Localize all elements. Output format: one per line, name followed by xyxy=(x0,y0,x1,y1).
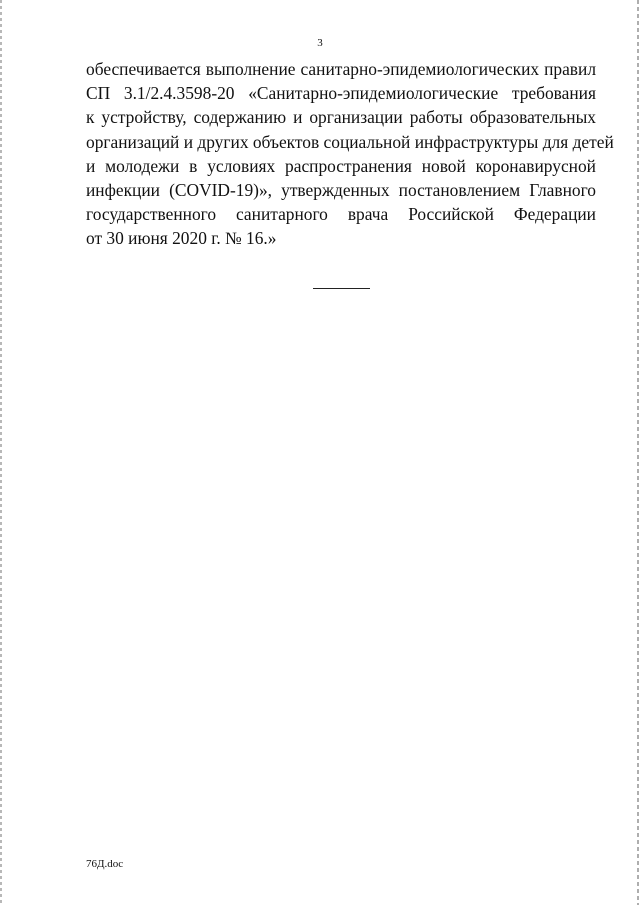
body-line: к устройству, содержанию и организации работы образовательных xyxy=(86,107,596,128)
document-body xyxy=(86,57,614,251)
body-line: и молодежи в условиях распространения новой коронавирусной xyxy=(86,155,596,176)
body-line: инфекции (COVID-19)», утвержденных постановлением Главного xyxy=(86,180,596,201)
body-line: СП 3.1/2.4.3598-20 «Санитарно-эпидемиологические требования xyxy=(86,83,596,104)
footer-filename: 76Д.doc xyxy=(86,858,124,870)
body-line: обеспечивается выполнение санитарно-эпидемиологических правил xyxy=(86,59,596,79)
page-number: 3 xyxy=(317,37,323,49)
body-line: от 30 июня 2020 г. № 16.» xyxy=(86,228,277,249)
body-line: организаций и других объектов социальной инфраструктуры для детей xyxy=(86,131,614,152)
scan-edge-left xyxy=(0,0,2,905)
body-line: государственного санитарного врача Российской Федерации xyxy=(86,204,596,225)
scan-edge-right xyxy=(637,0,639,905)
end-separator-line xyxy=(313,288,370,289)
